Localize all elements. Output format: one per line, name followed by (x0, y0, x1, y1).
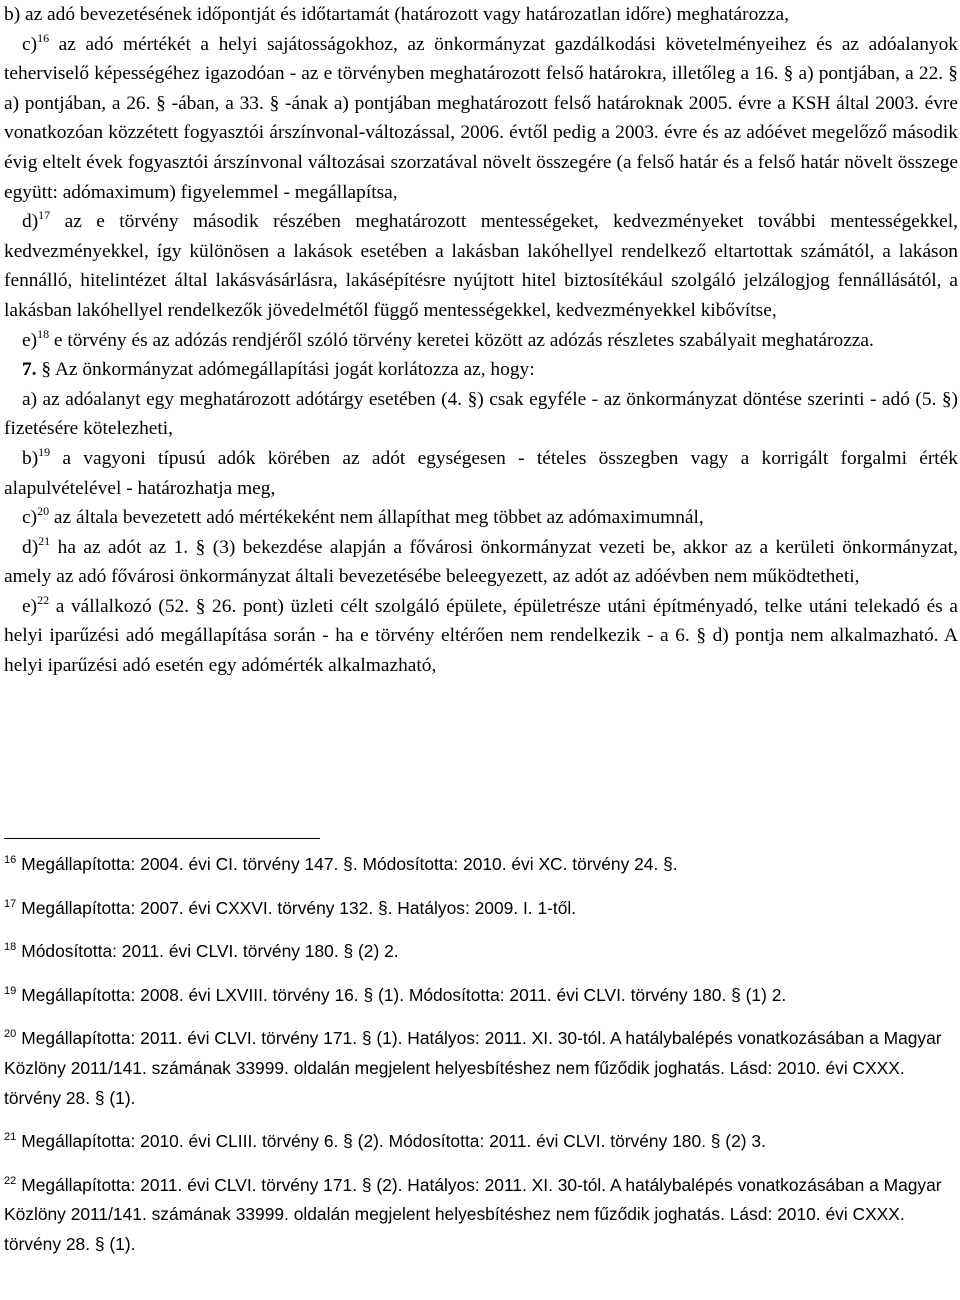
section-number: 7. (22, 359, 37, 381)
paragraph-text: az e törvény második részében meghatározott mentességeket, kedvezményeket további mentességekkel, kedvezményekkel, így különösen a lakások esetében a lakásban lakóhellyel rendelkező eltartottak számától, a lakáson fennálló, hitelintézet által lakásvásárlásra, lakásépítésre nyújtott hitel biztosítékául szolgáló jelzálogjog fennállásától, a lakásban lakóhellyel rendelkezők jövedelmétől függő mentességekkel, kedvezményekkel kibővítse, (4, 211, 958, 321)
paragraph-7e (4, 592, 958, 681)
footnote-text: Megállapította: 2007. évi CXXVI. törvény 132. §. Hatályos: 2009. I. 1-től. (21, 897, 577, 918)
footnote-ref[interactable]: 20 (37, 504, 50, 519)
footnote-number: 19 (4, 984, 17, 997)
footnote-ref[interactable]: 22 (37, 592, 50, 607)
paragraph-7a (4, 385, 958, 444)
paragraph-text: a vagyoni típusú adók körében az adót egységesen - tételes összegben vagy a korrigált forgalmi érték alapulvételével - határozhatja meg, (4, 447, 958, 499)
footnote-ref[interactable]: 21 (38, 533, 51, 548)
footnote-text: Megállapította: 2008. évi LXVIII. törvény 16. § (1). Módosította: 2011. évi CLVI. törvény 180. § (1) 2. (21, 984, 787, 1005)
footnote-number: 20 (4, 1028, 17, 1041)
paragraph-text: a vállalkozó (52. § 26. pont) üzleti célt szolgáló épülete, épületrésze utáni építményadó, telke utáni telekadó és a helyi iparűzési adó megállapítása során - ha e törvény eltérően nem rendelkezik - a 6. § d) pontja nem alkalmazható. A helyi iparűzési adó esetén egy adómérték alkalmazható, (4, 595, 958, 677)
paragraph-text: § Az önkormányzat adómegállapítási jogát korlátozza az, hogy: (36, 359, 535, 381)
footnote-text: Módosította: 2011. évi CLVI. törvény 180. § (2) 2. (21, 941, 399, 962)
footnote-16 (4, 850, 958, 880)
footnote-20 (4, 1024, 958, 1113)
footnote-18 (4, 937, 958, 967)
item-label: c) (22, 33, 38, 55)
paragraph-7c (4, 503, 958, 533)
footnote-ref[interactable]: 17 (38, 208, 51, 223)
paragraph-text: ha az adót az 1. § (3) bekezdése alapján a fővárosi önkormányzat vezeti be, akkor az a kerületi önkormányzat, amely az adó fővárosi önkormányzat általi bevezetésébe beleegyezett, az adót az adóévben nem működtetheti, (4, 536, 958, 588)
section-7-heading (4, 355, 958, 385)
paragraph-b (4, 0, 958, 30)
footnote-ref[interactable]: 18 (37, 326, 50, 341)
paragraph-text: az általa bevezetett adó mértékeként nem állapíthat meg többet az adómaximumnál, (49, 507, 704, 529)
paragraph-text: b) az adó bevezetésének időpontját és időtartamát (határozott vagy határozatlan időre) meghatározza, (4, 4, 789, 25)
footnote-text: Megállapította: 2011. évi CLVI. törvény 171. § (2). Hatályos: 2011. XI. 30-tól. A hatálybalépés vonatkozásában a Magyar Közlöny 2011/141. számának 33999. oldalán megjelent helyesbítéshez nem fűződik joghatás. Lásd: 2010. évi CXXX. törvény 28. § (1). (4, 1174, 942, 1254)
paragraph-d (4, 207, 958, 325)
footnote-number: 16 (4, 854, 17, 866)
footnote-number: 17 (4, 897, 17, 910)
paragraph-text: a) az adóalanyt egy meghatározott adótárgy esetében (4. §) csak egyféle - az önkormányzat döntése szerinti - adó (5. §) fizetésére kötelezheti, (4, 388, 958, 440)
footnote-text: Megállapította: 2004. évi CI. törvény 147. §. Módosította: 2010. évi XC. törvény 24. §. (21, 854, 678, 874)
footnote-number: 18 (4, 941, 17, 954)
paragraph-text: az adó mértékét a helyi sajátosságokhoz, az önkormányzat gazdálkodási követelményeihez és az adóalanyok teherviselő képességéhez igazodóan - az e törvényben meghatározott felső határokra, illetőleg a 16. § a) pontjában, a 22. § a) pontjában, a 26. § -ában, a 33. § -ának a) pontjában meghatározott felső határoknak 2005. évre a KSH által 2003. évre vonatkozóan közzétett fogyasztói árszínvonal-változással, 2006. évtől pedig a 2003. évre és az adóévet megelőző második évig eltelt évek fogyasztói árszínvonal változásai szorzatával növelt összegére (a felső határ és a felső határ növelt összege együtt: adómaximum) figyelemmel - megállapítsa, (4, 33, 958, 203)
footnote-17 (4, 894, 958, 924)
footnote-text: Megállapította: 2010. évi CLIII. törvény 6. § (2). Módosította: 2011. évi CLVI. törvény 180. § (2) 3. (21, 1131, 766, 1152)
document-page (4, 0, 958, 1254)
footnote-number: 22 (4, 1174, 17, 1187)
footnote-19 (4, 981, 958, 1011)
main-text (4, 0, 958, 681)
item-label: d) (22, 536, 39, 558)
footnote-21 (4, 1127, 958, 1157)
paragraph-e (4, 326, 958, 356)
paragraph-c (4, 30, 958, 208)
paragraph-7b (4, 444, 958, 503)
footnote-separator (4, 838, 320, 839)
footnote-ref[interactable]: 19 (38, 444, 51, 459)
item-label: e) (22, 595, 38, 617)
item-label: e) (22, 329, 38, 351)
footnotes (4, 850, 958, 1274)
footnote-text: Megállapította: 2011. évi CLVI. törvény 171. § (1). Hatályos: 2011. XI. 30-tól. A hatálybalépés vonatkozásában a Magyar Közlöny 2011/141. számának 33999. oldalán megjelent helyesbítéshez nem fűződik joghatás. Lásd: 2010. évi CXXX. törvény 28. § (1). (4, 1028, 942, 1108)
paragraph-7d (4, 533, 958, 592)
item-label: d) (22, 211, 39, 233)
item-label: b) (22, 447, 39, 469)
paragraph-text: e törvény és az adózás rendjéről szóló törvény keretei között az adózás részletes szabályait meghatározza. (49, 329, 874, 351)
footnote-ref[interactable]: 16 (37, 30, 50, 45)
footnote-22 (4, 1171, 958, 1260)
footnote-number: 21 (4, 1131, 17, 1144)
item-label: c) (22, 507, 38, 529)
